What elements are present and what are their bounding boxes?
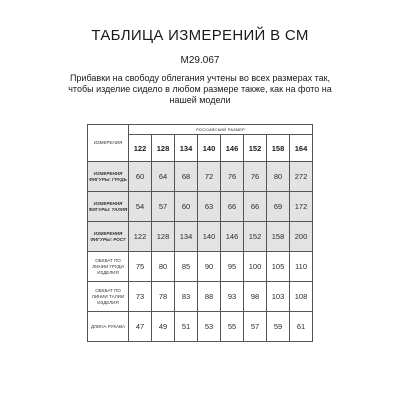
table-row <box>88 192 313 222</box>
value-cell: 134 <box>175 222 198 252</box>
value-cell: 68 <box>175 162 198 192</box>
row-label: ИЗМЕРЕНИЯ ФИГУРЫ: РОСТ <box>88 222 129 252</box>
value-cell: 93 <box>221 282 244 312</box>
row-label: ДЛИНА РУКАВА <box>88 312 129 342</box>
value-cell: 64 <box>152 162 175 192</box>
size-header-cell: 140 <box>198 135 221 162</box>
value-cell: 128 <box>152 222 175 252</box>
size-header-cell: 122 <box>129 135 152 162</box>
size-header-cell: 146 <box>221 135 244 162</box>
value-cell: 72 <box>198 162 221 192</box>
table-row <box>88 312 313 342</box>
table-row <box>88 162 313 192</box>
value-cell: 272 <box>290 162 313 192</box>
value-cell: 83 <box>175 282 198 312</box>
row-label: ИЗМЕРЕНИЯ ФИГУРЫ: ТАЛИЯ <box>88 192 129 222</box>
value-cell: 108 <box>290 282 313 312</box>
value-cell: 55 <box>221 312 244 342</box>
model-code: M29.067 <box>180 55 220 66</box>
value-cell: 57 <box>152 192 175 222</box>
value-cell: 66 <box>244 192 267 222</box>
page-title: ТАБЛИЦА ИЗМЕРЕНИЙ В СМ <box>91 27 309 44</box>
size-header-cell: 152 <box>244 135 267 162</box>
size-header-cell: 164 <box>290 135 313 162</box>
value-cell: 103 <box>267 282 290 312</box>
value-cell: 140 <box>198 222 221 252</box>
value-cell: 146 <box>221 222 244 252</box>
value-cell: 78 <box>152 282 175 312</box>
size-table <box>87 124 313 342</box>
value-cell: 122 <box>129 222 152 252</box>
value-cell: 98 <box>244 282 267 312</box>
table-row <box>88 222 313 252</box>
value-cell: 61 <box>290 312 313 342</box>
value-cell: 51 <box>175 312 198 342</box>
value-cell: 80 <box>267 162 290 192</box>
value-cell: 66 <box>221 192 244 222</box>
value-cell: 75 <box>129 252 152 282</box>
value-cell: 110 <box>290 252 313 282</box>
value-cell: 200 <box>290 222 313 252</box>
row-label: ИЗМЕРЕНИЯ ФИГУРЫ: ГРУДЬ <box>88 162 129 192</box>
value-cell: 63 <box>198 192 221 222</box>
row-label: ОБХВАТ ПО ЛИНИИ ТАЛИИ ИЗДЕЛИЯ <box>88 282 129 312</box>
value-cell: 85 <box>175 252 198 282</box>
corner-label: ИЗМЕРЕНИЯ <box>88 125 129 162</box>
size-system-header: РОССИЙСКИЙ РАЗМЕР <box>129 125 313 135</box>
table-row <box>88 282 313 312</box>
size-header-cell: 158 <box>267 135 290 162</box>
row-label: ОБХВАТ ПО ЛИНИИ ГРУДИ ИЗДЕЛИЯ <box>88 252 129 282</box>
value-cell: 69 <box>267 192 290 222</box>
value-cell: 76 <box>244 162 267 192</box>
value-cell: 73 <box>129 282 152 312</box>
value-cell: 60 <box>175 192 198 222</box>
value-cell: 172 <box>290 192 313 222</box>
value-cell: 105 <box>267 252 290 282</box>
value-cell: 54 <box>129 192 152 222</box>
value-cell: 95 <box>221 252 244 282</box>
value-cell: 76 <box>221 162 244 192</box>
value-cell: 47 <box>129 312 152 342</box>
fit-note: Прибавки на свободу облегания учтены во всех размерах так, чтобы изделие сидело в любом размере также, как на фото на нашей модели <box>68 73 332 105</box>
value-cell: 53 <box>198 312 221 342</box>
value-cell: 59 <box>267 312 290 342</box>
table-header-row <box>88 125 313 135</box>
value-cell: 80 <box>152 252 175 282</box>
value-cell: 60 <box>129 162 152 192</box>
value-cell: 49 <box>152 312 175 342</box>
size-header-cell: 134 <box>175 135 198 162</box>
size-header-cell: 128 <box>152 135 175 162</box>
value-cell: 88 <box>198 282 221 312</box>
value-cell: 57 <box>244 312 267 342</box>
value-cell: 90 <box>198 252 221 282</box>
value-cell: 152 <box>244 222 267 252</box>
table-row <box>88 252 313 282</box>
value-cell: 100 <box>244 252 267 282</box>
value-cell: 158 <box>267 222 290 252</box>
